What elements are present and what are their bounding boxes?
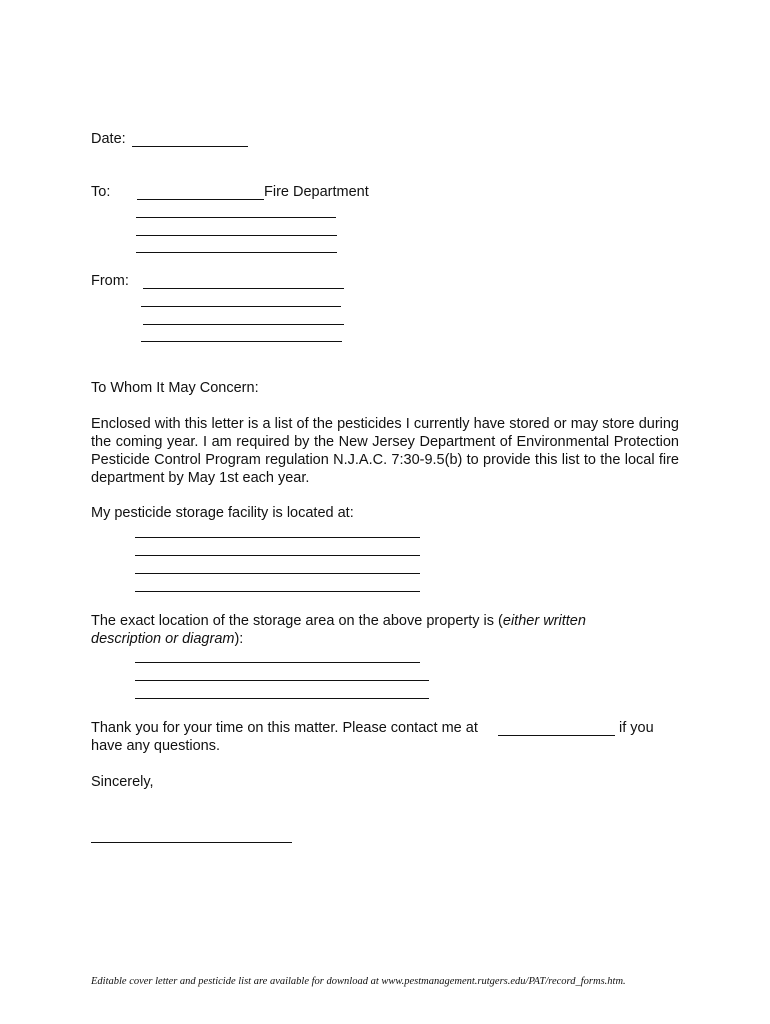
from-line-1[interactable]: [143, 288, 344, 289]
location-italic: either written description or diagram: [91, 613, 586, 647]
facility-line-4[interactable]: [135, 591, 420, 592]
location-paragraph: [91, 612, 631, 648]
signature-line[interactable]: [91, 842, 292, 843]
thanks-suffix-1: if you: [619, 720, 654, 736]
to-address-line-2[interactable]: [136, 235, 337, 236]
location-suffix: ):: [234, 631, 244, 647]
body-paragraph-1: Enclosed with this letter is a list of the pesticides I currently have stored or may store during the coming year. I am required by the New Jersey Department of Environmental Protection Pesticide Control Program regulation N.J.A.C. 7:30-9.5(b) to provide this list to the local fire department by May 1st each year.: [91, 416, 679, 486]
to-address-line-3[interactable]: [136, 252, 337, 253]
thanks-suffix-2: have any questions.: [91, 738, 220, 754]
to-fire-department-blank[interactable]: [137, 199, 264, 200]
facility-line-3[interactable]: [135, 573, 420, 574]
location-prefix: The exact location of the storage area on the above property is (: [91, 613, 503, 629]
from-line-3[interactable]: [143, 324, 344, 325]
to-label: To:: [91, 184, 111, 200]
location-line-2[interactable]: [135, 680, 429, 681]
contact-blank[interactable]: [498, 735, 615, 736]
date-label: Date:: [91, 131, 126, 147]
location-line-1[interactable]: [135, 662, 420, 663]
salutation: To Whom It May Concern:: [91, 380, 259, 396]
facility-line-1[interactable]: [135, 537, 420, 538]
to-address-line-1[interactable]: [136, 217, 336, 218]
facility-label: My pesticide storage facility is located at:: [91, 505, 354, 521]
facility-line-2[interactable]: [135, 555, 420, 556]
thanks-prefix: Thank you for your time on this matter. Please contact me at: [91, 720, 478, 736]
from-line-4[interactable]: [141, 341, 342, 342]
location-line-3[interactable]: [135, 698, 429, 699]
closing: Sincerely,: [91, 774, 154, 790]
footer-note: Editable cover letter and pesticide list are available for download at www.pestmanagement.rutgers.edu/PAT/record_forms.htm.: [91, 976, 626, 987]
fire-department-text: Fire Department: [264, 184, 369, 200]
from-label: From:: [91, 273, 129, 289]
date-blank[interactable]: [132, 146, 248, 147]
from-line-2[interactable]: [141, 306, 341, 307]
